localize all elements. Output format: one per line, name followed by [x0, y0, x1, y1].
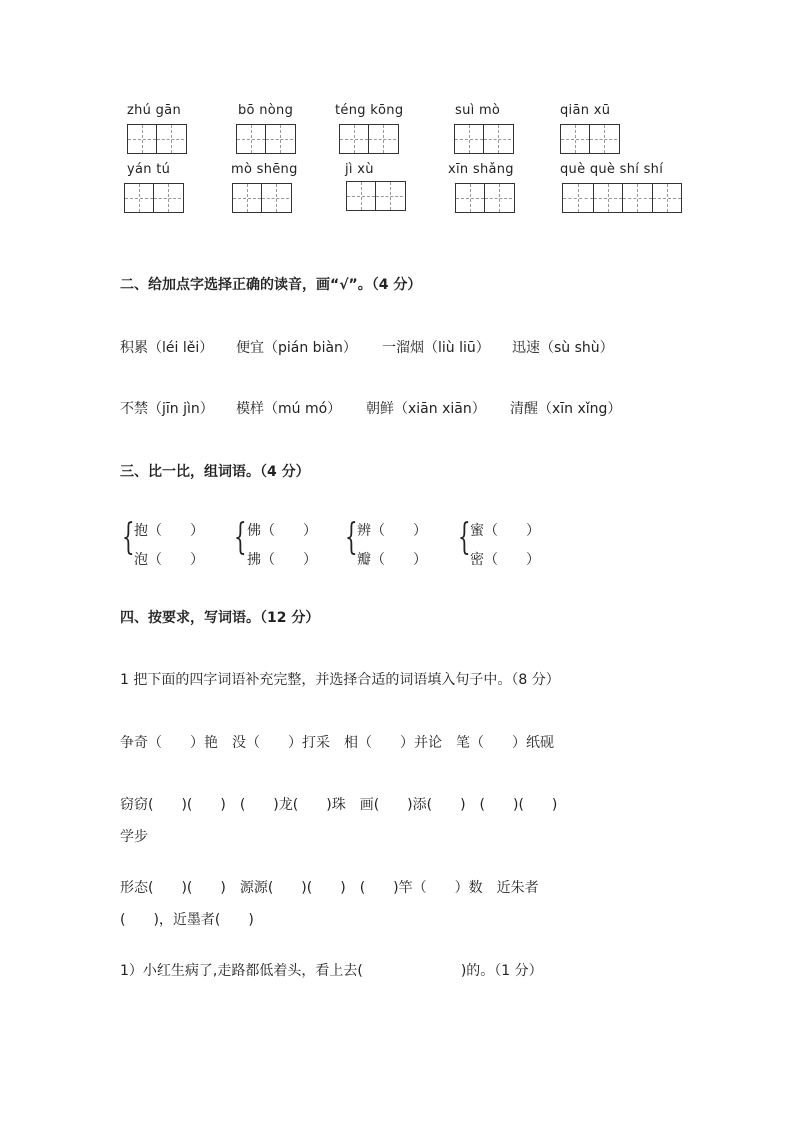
section-heading: 四、按要求，写词语。（12 分）: [120, 610, 320, 626]
compare-word[interactable]: 抱（ ）: [134, 523, 204, 539]
reading-choice[interactable]: 模样（mú mó）: [236, 401, 342, 417]
fill-in-line[interactable]: 窃窃( )( ) ( )龙( )珠 画( )添( ) ( )( ): [120, 797, 558, 813]
pinyin-label: qiān xū: [560, 103, 611, 118]
brace-icon: {: [458, 517, 471, 558]
compare-word[interactable]: 泡（ ）: [134, 552, 204, 568]
pinyin-label: téng kōng: [335, 103, 404, 118]
compare-word[interactable]: 佛（ ）: [247, 523, 317, 539]
compare-word[interactable]: 辨（ ）: [357, 523, 427, 539]
question-text: 1 把下面的四字词语补充完整，并选择合适的词语填入句子中。（8 分）: [120, 672, 560, 688]
reading-choice[interactable]: 一溜烟（liù liū）: [382, 340, 490, 356]
writing-grid[interactable]: [232, 183, 292, 213]
compare-word[interactable]: 瓣（ ）: [357, 552, 427, 568]
reading-choice[interactable]: 朝鲜（xiān xiān）: [366, 401, 486, 417]
pinyin-label: jì xù: [345, 162, 374, 177]
pinyin-label: zhú gān: [127, 103, 181, 118]
brace-icon: {: [234, 517, 247, 558]
writing-grid[interactable]: [346, 181, 406, 211]
writing-grid[interactable]: [127, 124, 187, 154]
section-heading: 三、比一比，组词语。（4 分）: [120, 464, 310, 480]
pinyin-label: què què shí shí: [560, 162, 664, 177]
writing-grid[interactable]: [562, 183, 682, 213]
pinyin-label: bō nòng: [238, 103, 294, 118]
writing-grid[interactable]: [339, 124, 399, 154]
fill-in-line[interactable]: 学步: [120, 829, 148, 845]
reading-choice[interactable]: 便宜（pián biàn）: [236, 340, 357, 356]
fill-in-line[interactable]: ( )，近墨者( ): [120, 912, 254, 928]
compare-word[interactable]: 密（ ）: [470, 552, 540, 568]
sentence-question[interactable]: 1）小红生病了,走路都低着头，看上去( )的。（1 分）: [120, 963, 543, 979]
brace-icon: {: [122, 517, 135, 558]
pinyin-label: xīn shǎng: [448, 162, 514, 177]
writing-grid[interactable]: [454, 124, 514, 154]
pinyin-label: mò shēng: [231, 162, 298, 177]
reading-choice[interactable]: 迅速（sù shù）: [512, 340, 614, 356]
compare-word[interactable]: 拂（ ）: [247, 552, 317, 568]
brace-icon: {: [345, 517, 358, 558]
writing-grid[interactable]: [236, 124, 296, 154]
fill-in-line[interactable]: 争奇（ ）艳 没（ ）打采 相（ ）并论 笔（ ）纸砚: [120, 735, 554, 751]
writing-grid[interactable]: [455, 183, 515, 213]
pinyin-label: yán tú: [127, 162, 171, 177]
reading-choice[interactable]: 不禁（jīn jìn）: [120, 401, 214, 417]
reading-choice[interactable]: 清醒（xīn xǐng）: [510, 401, 622, 417]
writing-grid[interactable]: [124, 183, 184, 213]
pinyin-label: suì mò: [455, 103, 501, 118]
compare-word[interactable]: 蜜（ ）: [470, 523, 540, 539]
section-heading: 二、给加点字选择正确的读音，画“√”。（4 分）: [120, 277, 422, 293]
fill-in-line[interactable]: 形态( )( ) 源源( )( ) ( )竿（ ）数 近朱者: [120, 880, 539, 896]
reading-choice[interactable]: 积累（léi lěi）: [120, 340, 214, 356]
writing-grid[interactable]: [560, 124, 620, 154]
